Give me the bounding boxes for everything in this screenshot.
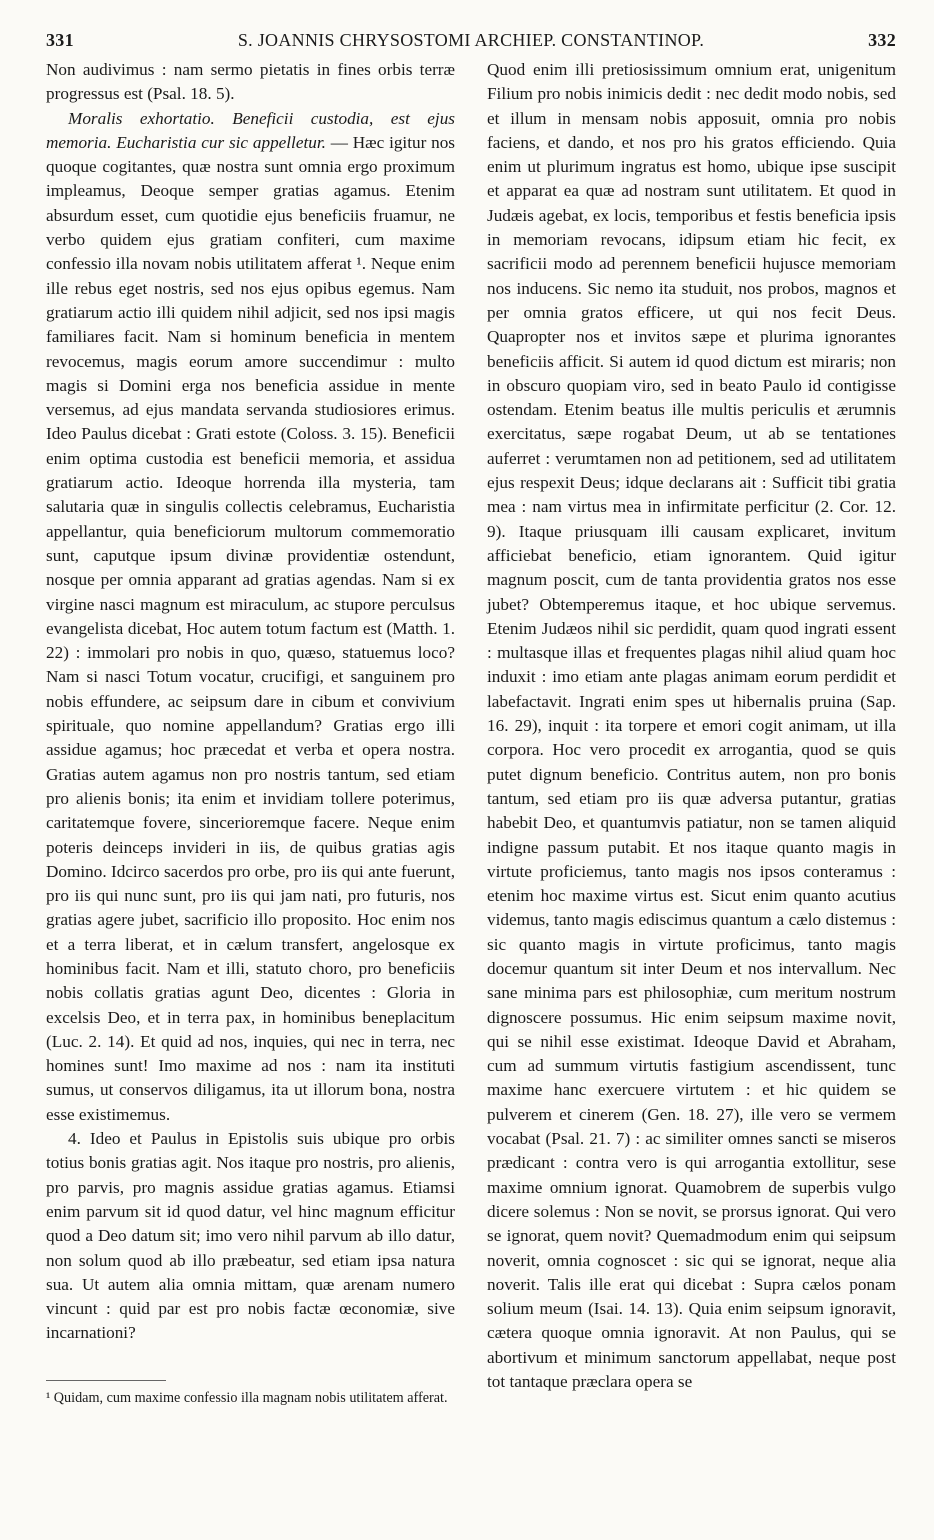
running-title: S. JOANNIS CHRYSOSTOMI ARCHIEP. CONSTANTINOP. [237, 30, 705, 50]
two-column-body [46, 58, 896, 1407]
right-page-number: 332 [868, 30, 896, 50]
right-paragraph-1: Quod enim illi pretiosissimum omnium erat, unigenitum Filium pro nobis inimicis dedit : nec dedit modo nobis, sed et illum in mensam nobis apposuit, omnia pro nobis faciens, et dando, et nos pro his gratos efficiendo. Quia enim ut plurimum ingratus est homo, ubique ipse suscipit et apparat ea quæ ad nostram sunt utilitatem. Et quod in Judæis agebat, ex locis, temporibus et festis beneficia ipsis in memoriam revocans, idipsum etiam hic fecit, ex sacrificii modo ad perennem beneficii hujusce memoriam nos inducens. Sic nemo ita studuit, nos probos, magnos et per omnia gratos efficere, ut qui nos fecit Deus. Quapropter nos et invitos sæpe et plurima ignorantes beneficiis afficit. Si autem id quod dictum est miraris; non in obscuro quopiam viro, sed in beato Paulo id contigisse ostendam. Etenim beatus ille multis periculis et ærumnis exercitatus, sæpe rogabat Deum, ut ab se tentationes auferret : verumtamen non ad petitionem, sed ad utilitatem ejus respexit Deus; idque declarans ait : Sufficit tibi gratia mea : nam virtus mea in infirmitate perficitur (2. Cor. 12. 9). Itaque priusquam illi causam explicaret, invitum afficiebat beneficio, etiam ignorantem. Quid igitur magnum poscit, cum de tanta providentia gratos nos esse jubet? Obtemperemus itaque, et hoc ubique servemus. Etenim Judæos nihil sic perdidit, quam quod ingrati essent : multasque illas et frequentes plagas nihil aliud quam hoc induxit : imo etiam ante plagas animam eorum perdidit et labefactavit. Ingrati enim spes ut hibernalis pruina (Sap. 16. 29), inquit : ita torpere et emori cogit animam, ut illa corpora. Hoc vero procedit ex arrogantia, quod se quis putet dignum beneficio. Contritus autem, non pro bonis tantum, sed etiam pro iis quæ adversa putantur, gratias habebit Deo, et quantumvis patiatur, non se tamen aliquid indigne passum putabit. Et nos itaque quanto magis in virtute proficiemus, tanto magis nos ipsos conteramus : etenim hoc maxime virtus est. Sicut enim quanto acutius videmus, tanto magis ediscimus quantum a cælo distemus : sic quanto magis in virtute proficimus, tanto magis docemur quantum sit inter Deum et nos intervallum. Nec sane minima pars est philosophiæ, cum meritum nostrum dignoscere possumus. Hic enim seipsum maxime novit, qui se nihil esse existimat. Ideoque David et Abraham, cum ad summum virtutis fastigium ascendissent, tunc maxime hanc exercuere virtutem : et hic quidem se pulverem et cinerem (Gen. 18. 27), ille vero se vermem vocabat (Psal. 21. 7) : ac similiter omnes sancti se miseros prædicant : contra vero is qui arrogantia extollitur, sese maxime omnium ignorat. Quamobrem de superbis vulgo dicere solemus : Non se novit, se prorsus ignorat. Qui vero se ignorat, quem novit? Quemadmodum enim qui seipsum noverit, omnia cognoscet : sic qui se ignorat, neque alia noverit. Talis ille erat qui dicebat : Supra cælos ponam solium meum (Isai. 14. 13). Quia enim seipsum ignoravit, cætera quoque omnia ignoravit. At non Paulus, qui se abortivum et minimum sanctorum appellabat, neque post tot tantaque præclara opera se [487, 60, 896, 1392]
left-paragraph-3: 4. Ideo et Paulus in Epistolis suis ubique pro orbis totius bonis gratias agit. Nos itaque pro nostris, pro alienis, pro parvis, pro magnis assidue gratias agamus. Etiamsi enim parvum sit id quod datur, vel hinc magnum efficitur quod a Deo datum sit; imo vero nihil parvum ab illo datur, non solum quod ab illo præbeatur, sed etiam ipsa natura sua. Ut autem alia omnia mittam, quæ arenam numero vincunt : quid par est pro nobis factæ œconomiæ, sive incarnationi? [46, 1129, 455, 1343]
footnote: ¹ Quidam, cum maxime confessio illa magnam nobis utilitatem afferat. [46, 1386, 455, 1407]
right-column [487, 58, 896, 1407]
left-paragraph-2 [46, 107, 455, 1127]
running-header [46, 30, 896, 56]
section-heading: Moralis exhortatio. Beneficii custodia, est ejus memoria. Eucharistia cur sic appelletur. [46, 108, 455, 152]
left-column [46, 58, 455, 1407]
left-paragraph-1: Non audivimus : nam sermo pietatis in fines orbis terræ progressus est (Psal. 18. 5). [46, 60, 455, 104]
left-paragraph-2-body: — Hæc igitur nos quoque cogitantes, quæ nostra sunt omnia ergo proximum impleamus, Deoque semper gratias agamus. Etenim absurdum esset, cum quotidie ejus beneficiis fruamur, ne verbo quidem ejus gratiam confiteri, cum maxime confessio illa novam nobis utilitatem afferat ¹. Neque enim ille rebus eget nostris, sed nos ejus opibus egemus. Nam gratiarum actio illi quidem nihil adjicit, sed nos ipsi magis familiares facit. Nam si hominum beneficia in mentem revocemus, magis eorum amore succendimur : multo magis si Domini erga nos beneficia assidue in mente versemus, ad ejus mandata servanda studiosiores erimus. Ideo Paulus dicebat : Grati estote (Coloss. 3. 15). Beneficii enim optima custodia est beneficii memoria, et assidua gratiarum actio. Ideoque horrenda illa mysteria, tam salutaria quæ in singulis collectis celebramus, Eucharistia appellantur, quia beneficiorum multorum commemoratio sunt, caputque ipsum divinæ providentiæ ostendunt, nosque per omnia apparant ad gratias agendas. Nam si ex virgine nasci magnum est miraculum, ac stupore perculsus evangelista dicebat, Hoc autem totum factum est (Matth. 1. 22) : immolari pro nobis in quo, quæso, statuemus loco? Nam si nasci Totum vocatur, crucifigi, et sanguinem pro nobis effundere, ac seipsum dare in cibum et convivium spirituale, quo nomine appellandum? Gratias ergo illi assidue agamus; hoc præcedat et verba et opera nostra. Gratias autem agamus non pro nostris tantum, sed etiam pro alienis bonis; ita enim et invidiam tollere poterimus, caritatemque fovere, sincerioremque facere. Neque enim poteris deinceps invideri in iis, de quibus gratias agis Domino. Idcirco sacerdos pro orbe, pro iis qui ante fuerunt, pro iis qui nunc sunt, pro iis qui jam nati, pro futuris, nos gratias agere jubet, sacrificio illo proposito. Hoc enim nos et a terra liberat, et in cælum transfert, angelosque ex hominibus facit. Nam et illi, statuto choro, pro beneficiis nobis collatis gratias agunt Deo, dicentes : Gloria in excelsis Deo, et in terra pax, in hominibus beneplacitum (Luc. 2. 14). Et quid ad nos, inquies, qui nec in terra, nec homines sunt! Imo maxime ad nos : nam ita instituti sumus, ut conservos diligamus, ita ut illorum bona, nostra esse existimemus. [46, 132, 455, 1124]
left-page-number: 331 [46, 30, 74, 50]
